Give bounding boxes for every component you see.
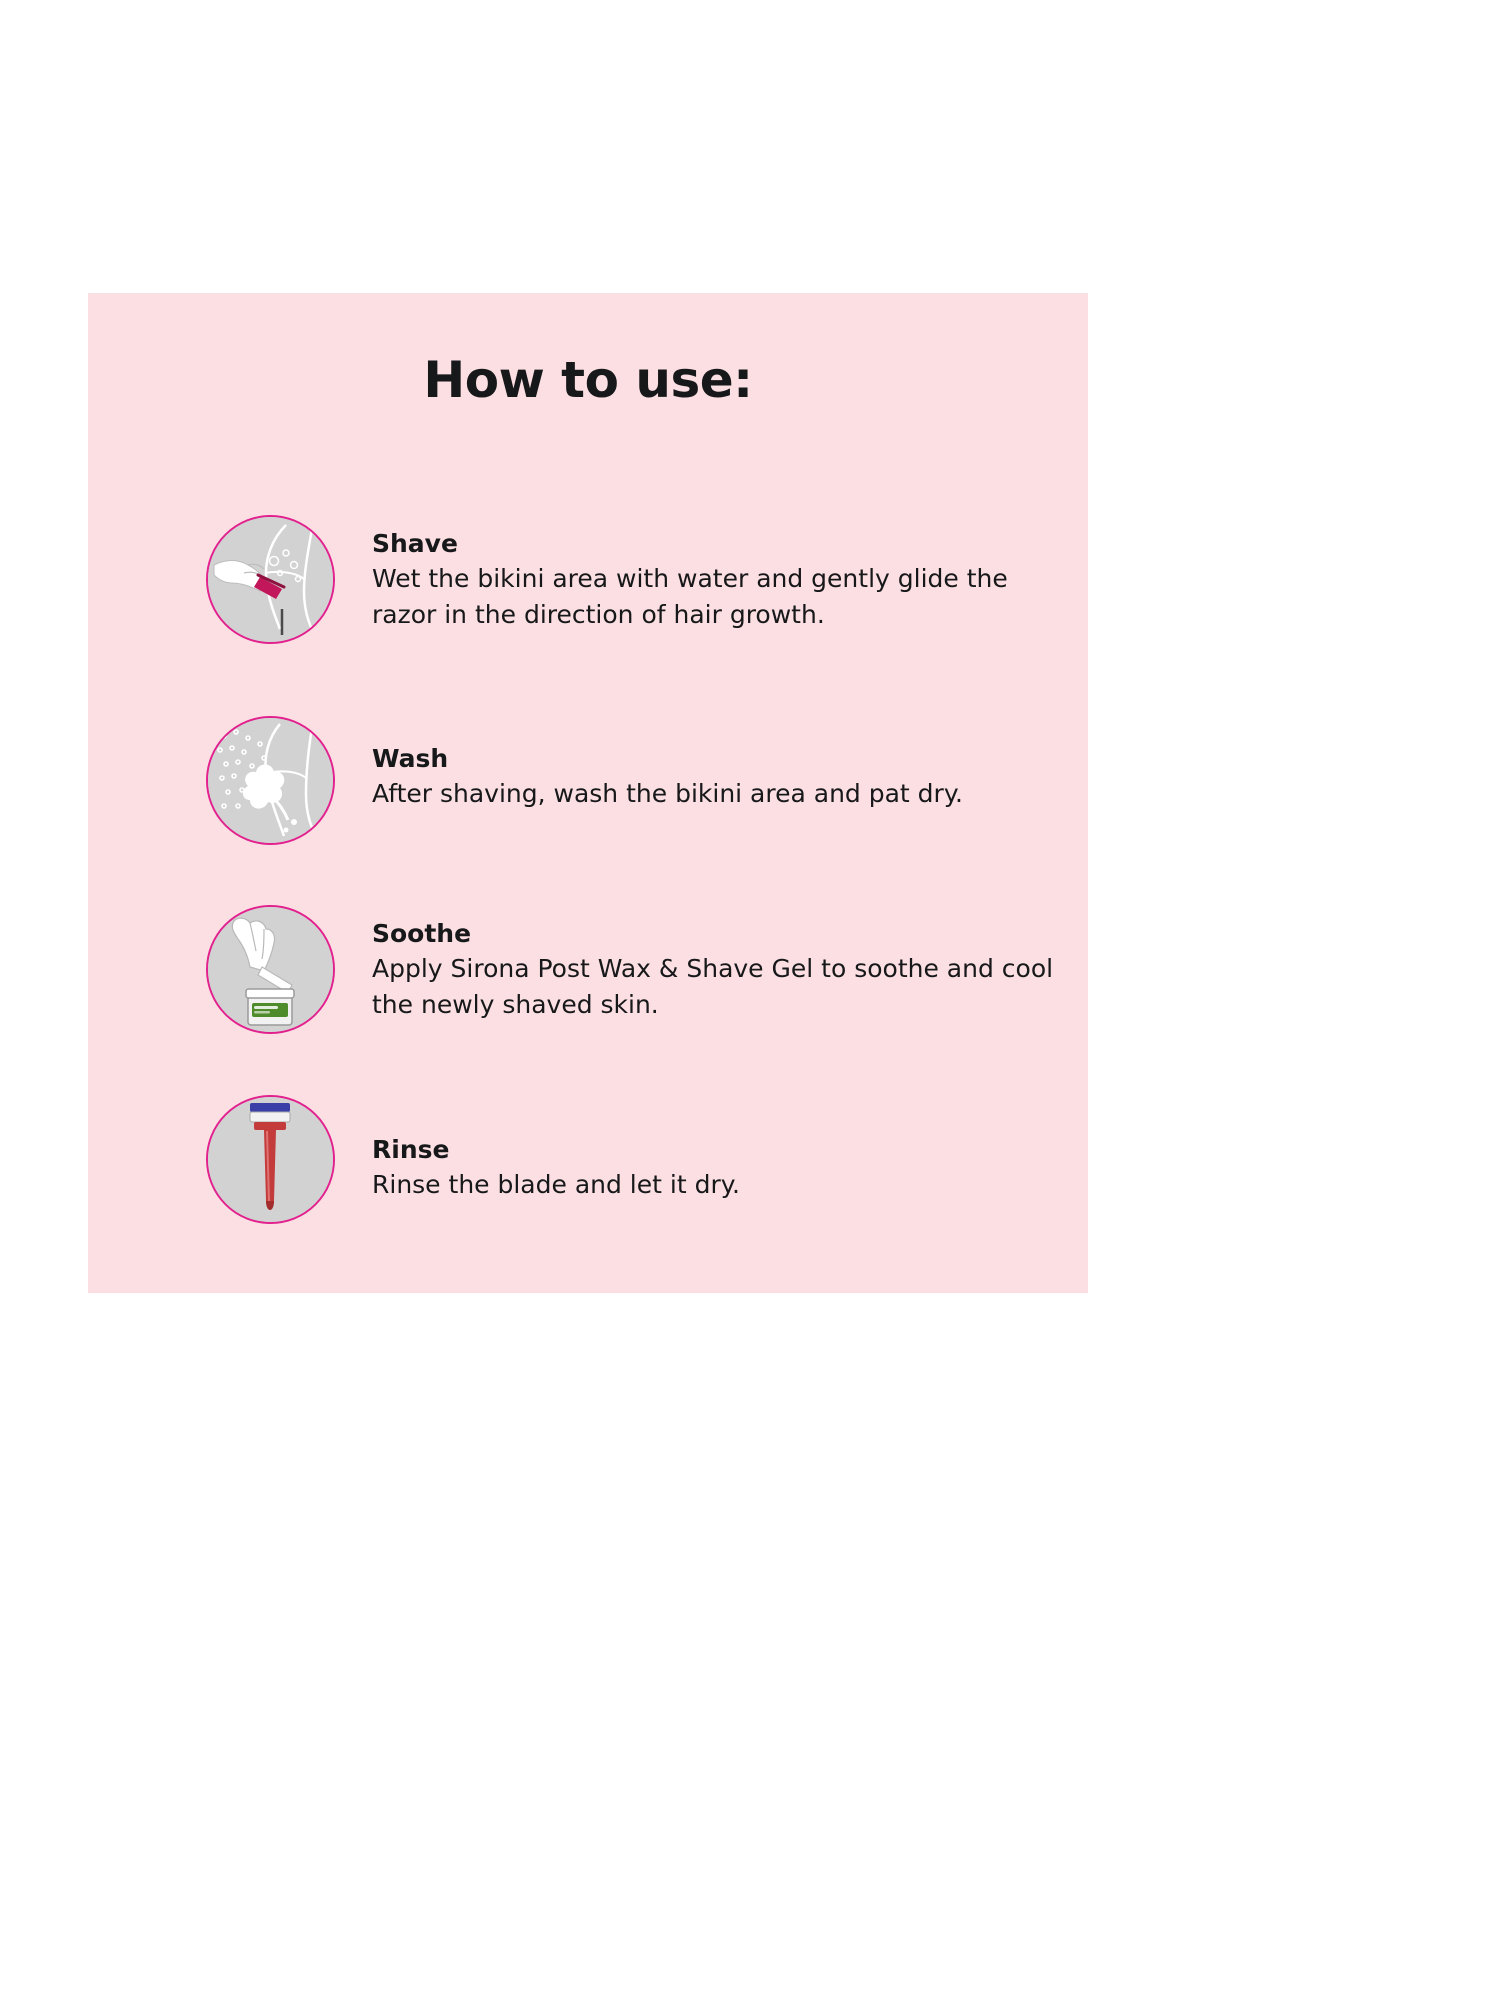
step-description: Apply Sirona Post Wax & Shave Gel to soothe and cool the newly shaved skin. — [372, 954, 1054, 1019]
step-text — [335, 515, 1056, 632]
step-text — [335, 905, 1056, 1022]
page-title: How to use: — [423, 351, 753, 409]
list-item — [206, 515, 1056, 644]
razor-icon — [206, 1095, 335, 1224]
list-item — [206, 1095, 1056, 1224]
step-title: Wash — [372, 744, 449, 773]
list-item — [206, 716, 1056, 845]
step-title: Shave — [372, 529, 458, 558]
washing-shower-icon — [206, 716, 335, 845]
step-text — [335, 1095, 1056, 1203]
step-text — [335, 716, 1056, 812]
step-description: After shaving, wash the bikini area and pat dry. — [372, 779, 963, 808]
step-description: Wet the bikini area with water and gently glide the razor in the direction of hair growth. — [372, 564, 1008, 629]
steps-list — [206, 515, 1056, 1224]
how-to-use-panel — [88, 293, 1088, 1293]
hand-applying-gel-jar-icon — [206, 905, 335, 1034]
step-title: Soothe — [372, 919, 472, 948]
step-title: Rinse — [372, 1135, 450, 1164]
shaving-bikini-area-icon — [206, 515, 335, 644]
step-description: Rinse the blade and let it dry. — [372, 1170, 740, 1199]
list-item — [206, 905, 1056, 1034]
